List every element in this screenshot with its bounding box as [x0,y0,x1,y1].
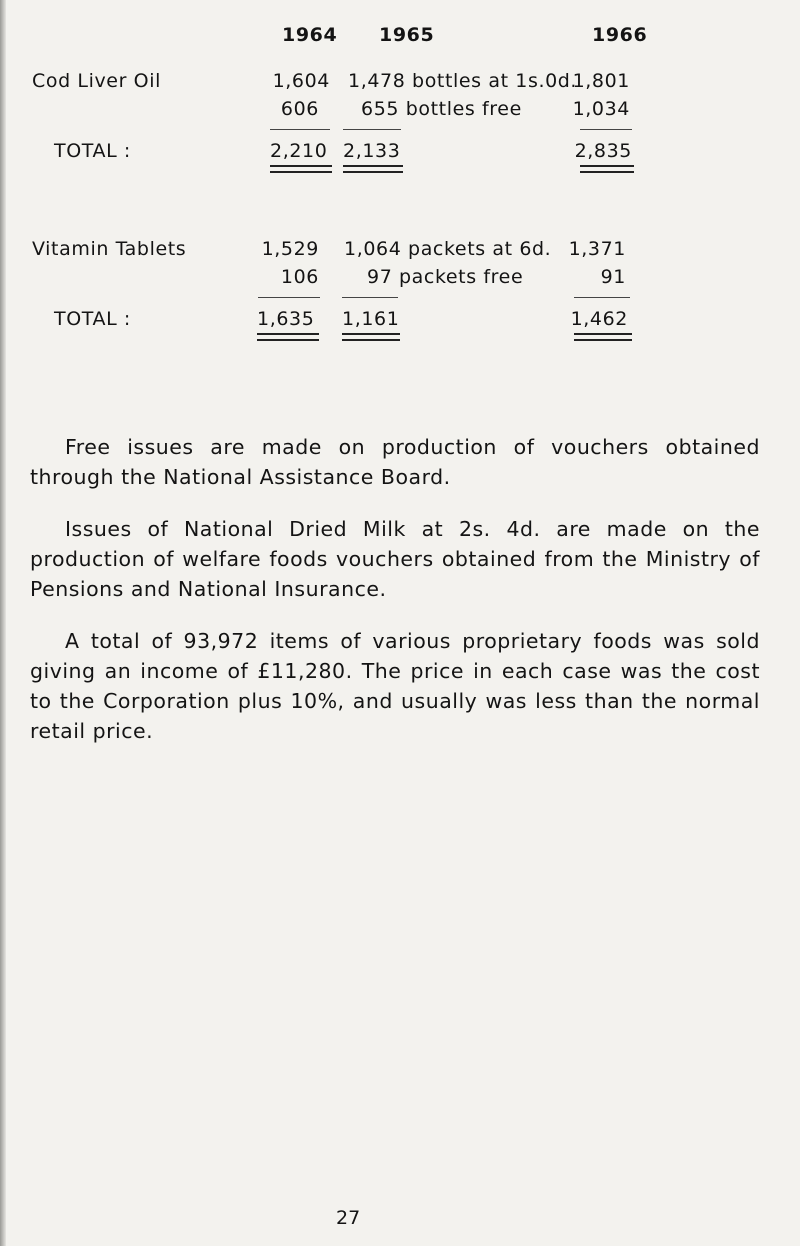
vitamin-tablets-total-1965: 1,161 [342,308,400,330]
vitamin-tablets-free-1964: 106 [280,266,319,288]
total-double-rule-vt-1964 [257,333,319,341]
cod-liver-oil-sold-1965: 1,478 bottles at 1s.0d. [348,70,578,92]
vitamin-tablets-total-1964: 1,635 [257,308,315,330]
page-edge [0,0,6,1246]
vitamin-tablets-free-1966: 91 [600,266,626,288]
vitamin-tablets-sold-1966: 1,371 [568,238,626,260]
paragraph-national-dried-milk: Issues of National Dried Milk at 2s. 4d. are made on the production of welfare foods vouchers obtained from the Ministry of Pensions and National Insurance. [30,517,760,601]
year-header-1965: 1965 [379,24,435,46]
subtotal-rule-vt-1966 [574,297,630,298]
subtotal-rule-1964 [270,129,330,130]
cod-liver-oil-total-1964: 2,210 [270,140,328,162]
total-double-rule-vt-1965 [342,333,400,341]
subtotal-rule-1966 [580,129,632,130]
cod-liver-oil-free-1965: 655 bottles free [361,98,522,120]
subtotal-rule-vt-1964 [258,297,320,298]
subtotal-rule-1965 [343,129,401,130]
vitamin-tablets-total-label: TOTAL : [54,308,131,330]
cod-liver-oil-total-label: TOTAL : [54,140,131,162]
cod-liver-oil-sold-1964: 1,604 [272,70,330,92]
cod-liver-oil-sold-1966: 1,801 [572,70,630,92]
paragraph-proprietary-foods: A total of 93,972 items of various proprietary foods was sold giving an income of £11,280. The price in each case was the cost to the Corporation plus 10%, and usually was less than the normal retail price. [30,629,760,743]
vitamin-tablets-free-1965: 97 packets free [367,266,524,288]
vitamin-tablets-sold-1965: 1,064 packets at 6d. [344,238,552,260]
total-double-rule-1965 [343,165,403,173]
cod-liver-oil-free-1966: 1,034 [572,98,630,120]
cod-liver-oil-total-1966: 2,835 [574,140,632,162]
vitamin-tablets-total-1966: 1,462 [570,308,628,330]
subtotal-rule-vt-1965 [342,297,398,298]
year-header-1966: 1966 [592,24,648,46]
total-double-rule-1966 [580,165,634,173]
vitamin-tablets-label: Vitamin Tablets [32,238,187,260]
vitamin-tablets-sold-1964: 1,529 [261,238,319,260]
paragraph-free-issues: Free issues are made on production of vouchers obtained through the National Assistance Board. [30,435,760,489]
cod-liver-oil-label: Cod Liver Oil [32,70,161,92]
year-header-1964: 1964 [282,24,338,46]
total-double-rule-1964 [270,165,332,173]
total-double-rule-vt-1966 [574,333,632,341]
cod-liver-oil-total-1965: 2,133 [343,140,401,162]
page-number: 27 [336,1207,361,1229]
cod-liver-oil-free-1964: 606 [280,98,319,120]
